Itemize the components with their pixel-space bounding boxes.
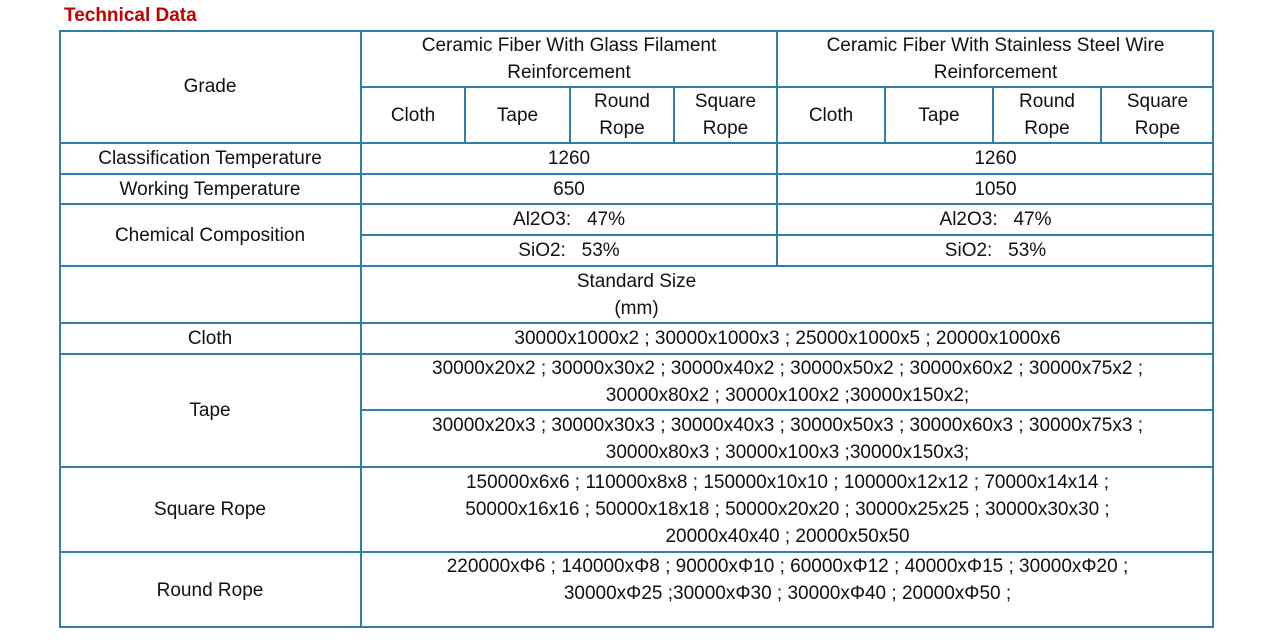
- size-values-tape-2mm: [361, 354, 1214, 410]
- row-label-chemical-composition: Chemical Composition: [114, 224, 306, 246]
- subheader-steel-square-rope: [1101, 87, 1214, 143]
- size-line: 30000x80x2 ; 30000x100x2 ;30000x150x2;: [605, 385, 970, 406]
- size-line: 20000x40x40 ; 20000x50x50: [665, 526, 910, 547]
- subheader-text: Round: [594, 91, 650, 112]
- subheader-text: Square: [1126, 91, 1189, 112]
- size-line: 220000xΦ6 ; 140000xΦ8 ; 90000xΦ10 ; 60000xΦ12 ; 40000xΦ15 ; 30000xΦ20 ;: [446, 556, 1129, 577]
- group-header-steel-line1: Ceramic Fiber With Stainless Steel Wire: [826, 34, 1165, 56]
- size-line: 50000x16x16 ; 50000x18x18 ; 50000x20x20 ; 30000x25x25 ; 30000x30x30 ;: [465, 499, 1110, 520]
- subheader-text: Rope: [1134, 118, 1181, 139]
- working-temp-steel: 1050: [974, 178, 1017, 200]
- size-line: 30000x80x3 ; 30000x100x3 ;30000x150x3;: [605, 441, 970, 463]
- size-label-cloth: Cloth: [187, 328, 233, 349]
- subheader-glass-square-rope: [674, 87, 777, 143]
- size-values-round-rope: [361, 552, 1214, 608]
- size-line: 30000x20x3 ; 30000x30x3 ; 30000x40x3 ; 30000x50x3 ; 30000x60x3 ; 30000x75x3 ;: [432, 414, 1143, 436]
- subheader-glass-tape: Tape: [496, 104, 539, 126]
- row-label-working-temperature: Working Temperature: [119, 178, 301, 200]
- subheader-glass-cloth: Cloth: [390, 104, 436, 126]
- subheader-steel-tape: Tape: [918, 104, 960, 126]
- size-values-square-rope: [361, 467, 1214, 552]
- group-header-steel-line2: Reinforcement: [933, 61, 1058, 83]
- section-title: Technical Data: [64, 5, 197, 26]
- standard-size-title: Standard Size: [576, 270, 697, 292]
- chemical-sio2-glass: SiO2: 53%: [518, 240, 620, 261]
- classification-temp-steel: 1260: [974, 148, 1017, 169]
- subheader-text: Rope: [1024, 118, 1070, 139]
- subheader-steel-cloth: Cloth: [808, 104, 854, 126]
- subheader-text: Square: [694, 91, 757, 112]
- row-label-classification-temperature: Classification Temperature: [98, 148, 322, 169]
- size-line: 150000x6x6 ; 110000x8x8 ; 150000x10x10 ; 100000x12x12 ; 70000x14x14 ;: [465, 472, 1109, 493]
- standard-size-unit: (mm): [614, 297, 659, 319]
- subheader-text: Rope: [599, 118, 645, 139]
- size-values-tape-3mm: [361, 410, 1214, 467]
- chemical-al2o3-steel: Al2O3: 47%: [939, 209, 1052, 230]
- subheader-text: Round: [1019, 91, 1075, 112]
- standard-size-header: [59, 266, 1214, 323]
- group-header-glass-line1: Ceramic Fiber With Glass Filament: [421, 34, 717, 56]
- classification-temp-glass: 1260: [547, 148, 591, 169]
- group-header-glass-filament: [361, 30, 777, 87]
- subheader-text: Rope: [702, 118, 749, 139]
- subheader-glass-round-rope: [570, 87, 674, 143]
- size-line: 30000x20x2 ; 30000x30x2 ; 30000x40x2 ; 30000x50x2 ; 30000x60x2 ; 30000x75x2 ;: [432, 358, 1143, 379]
- size-label-round-rope: Round Rope: [156, 579, 264, 601]
- group-header-stainless-steel: [777, 30, 1214, 87]
- working-temp-glass: 650: [553, 178, 585, 200]
- group-header-glass-line2: Reinforcement: [507, 61, 631, 83]
- size-label-square-rope: Square Rope: [154, 499, 266, 520]
- size-label-tape: Tape: [189, 400, 231, 421]
- size-line: 30000xΦ25 ;30000xΦ30 ; 30000xΦ40 ; 20000xΦ50 ;: [563, 583, 1012, 604]
- technical-data-table: [59, 30, 1214, 628]
- subheader-steel-round-rope: [993, 87, 1101, 143]
- size-values-cloth: 30000x1000x2 ; 30000x1000x3 ; 25000x1000x5 ; 20000x1000x6: [514, 328, 1061, 349]
- grade-header: Grade: [183, 76, 237, 97]
- chemical-sio2-steel: SiO2: 53%: [944, 240, 1047, 261]
- chemical-al2o3-glass: Al2O3: 47%: [513, 209, 625, 230]
